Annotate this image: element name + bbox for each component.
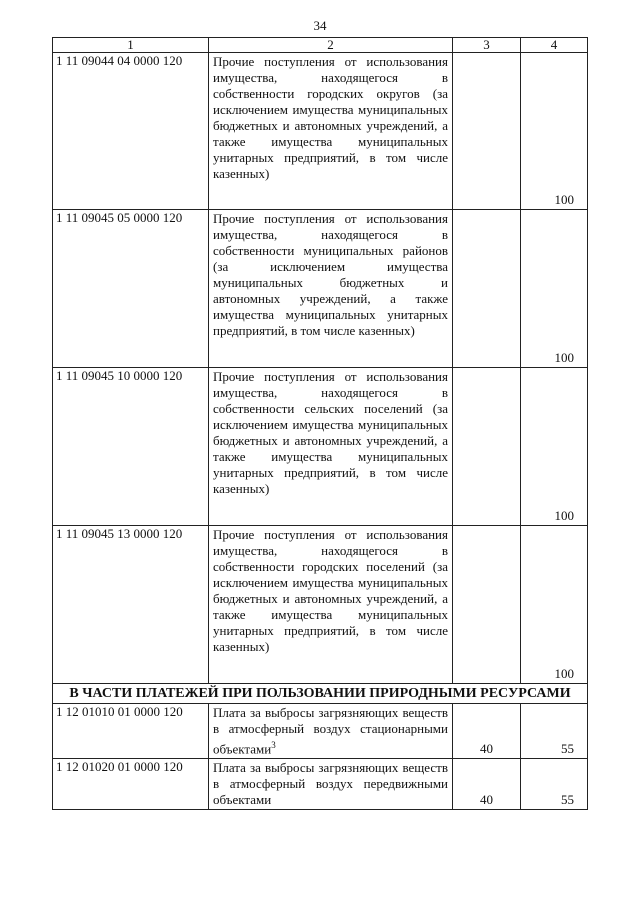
revenue-description xyxy=(209,704,453,759)
budget-code-table xyxy=(52,37,588,810)
rate-col4: 100 xyxy=(521,53,588,210)
column-number-row xyxy=(53,38,588,53)
revenue-code: 1 11 09045 13 0000 120 xyxy=(53,526,209,684)
rate-col4: 55 xyxy=(521,759,588,810)
revenue-code: 1 11 09045 05 0000 120 xyxy=(53,210,209,368)
table-row xyxy=(53,759,588,810)
rate-col4: 100 xyxy=(521,368,588,526)
revenue-code: 1 12 01010 01 0000 120 xyxy=(53,704,209,759)
rate-col3 xyxy=(453,368,521,526)
rate-col4: 100 xyxy=(521,526,588,684)
table-row xyxy=(53,704,588,759)
column-header-2: 2 xyxy=(209,38,453,53)
column-header-3: 3 xyxy=(453,38,521,53)
rate-col3: 40 xyxy=(453,759,521,810)
rate-col4: 100 xyxy=(521,210,588,368)
revenue-description: Плата за выбросы загрязняющих веществ в атмосферный воздух передвижными объектами xyxy=(209,759,453,810)
rate-col3 xyxy=(453,210,521,368)
table-row xyxy=(53,53,588,210)
table-row xyxy=(53,210,588,368)
revenue-description: Прочие поступления от использования имущества, находящегося в собственности сельских поселений (за исключением имущества муниципальных бюджетных и автономных учреждений, а также имущества муниципальных унитарных предприятий, в том числе казенных) xyxy=(209,368,453,526)
revenue-code: 1 11 09044 04 0000 120 xyxy=(53,53,209,210)
rate-col3: 40 xyxy=(453,704,521,759)
description-text: Плата за выбросы загрязняющих веществ в атмосферный воздух стационарными объектами xyxy=(213,705,448,757)
table-row xyxy=(53,526,588,684)
column-header-1: 1 xyxy=(53,38,209,53)
section-header-row xyxy=(53,684,588,704)
rate-col3 xyxy=(453,53,521,210)
section-title: В ЧАСТИ ПЛАТЕЖЕЙ ПРИ ПОЛЬЗОВАНИИ ПРИРОДНЫМИ РЕСУРСАМИ xyxy=(53,684,588,704)
revenue-description: Прочие поступления от использования имущества, находящегося в собственности городских округов (за исключением имущества муниципальных бюджетных и автономных учреждений, а также имущества муниципальных унитарных предприятий, в том числе казенных) xyxy=(209,53,453,210)
revenue-description: Прочие поступления от использования имущества, находящегося в собственности муниципальных районов (за исключением имущества муниципальных бюджетных и автономных учреждений, а также имущества муниципальных унитарных предприятий, в том числе казенных) xyxy=(209,210,453,368)
revenue-description: Прочие поступления от использования имущества, находящегося в собственности городских поселений (за исключением имущества муниципальных бюджетных и автономных учреждений, а также имущества муниципальных унитарных предприятий, в том числе казенных) xyxy=(209,526,453,684)
rate-col4: 55 xyxy=(521,704,588,759)
rate-col3 xyxy=(453,526,521,684)
page-number: 34 xyxy=(313,18,327,33)
footnote-marker: 3 xyxy=(271,740,276,750)
table-row xyxy=(53,368,588,526)
revenue-code: 1 11 09045 10 0000 120 xyxy=(53,368,209,526)
revenue-code: 1 12 01020 01 0000 120 xyxy=(53,759,209,810)
column-header-4: 4 xyxy=(521,38,588,53)
